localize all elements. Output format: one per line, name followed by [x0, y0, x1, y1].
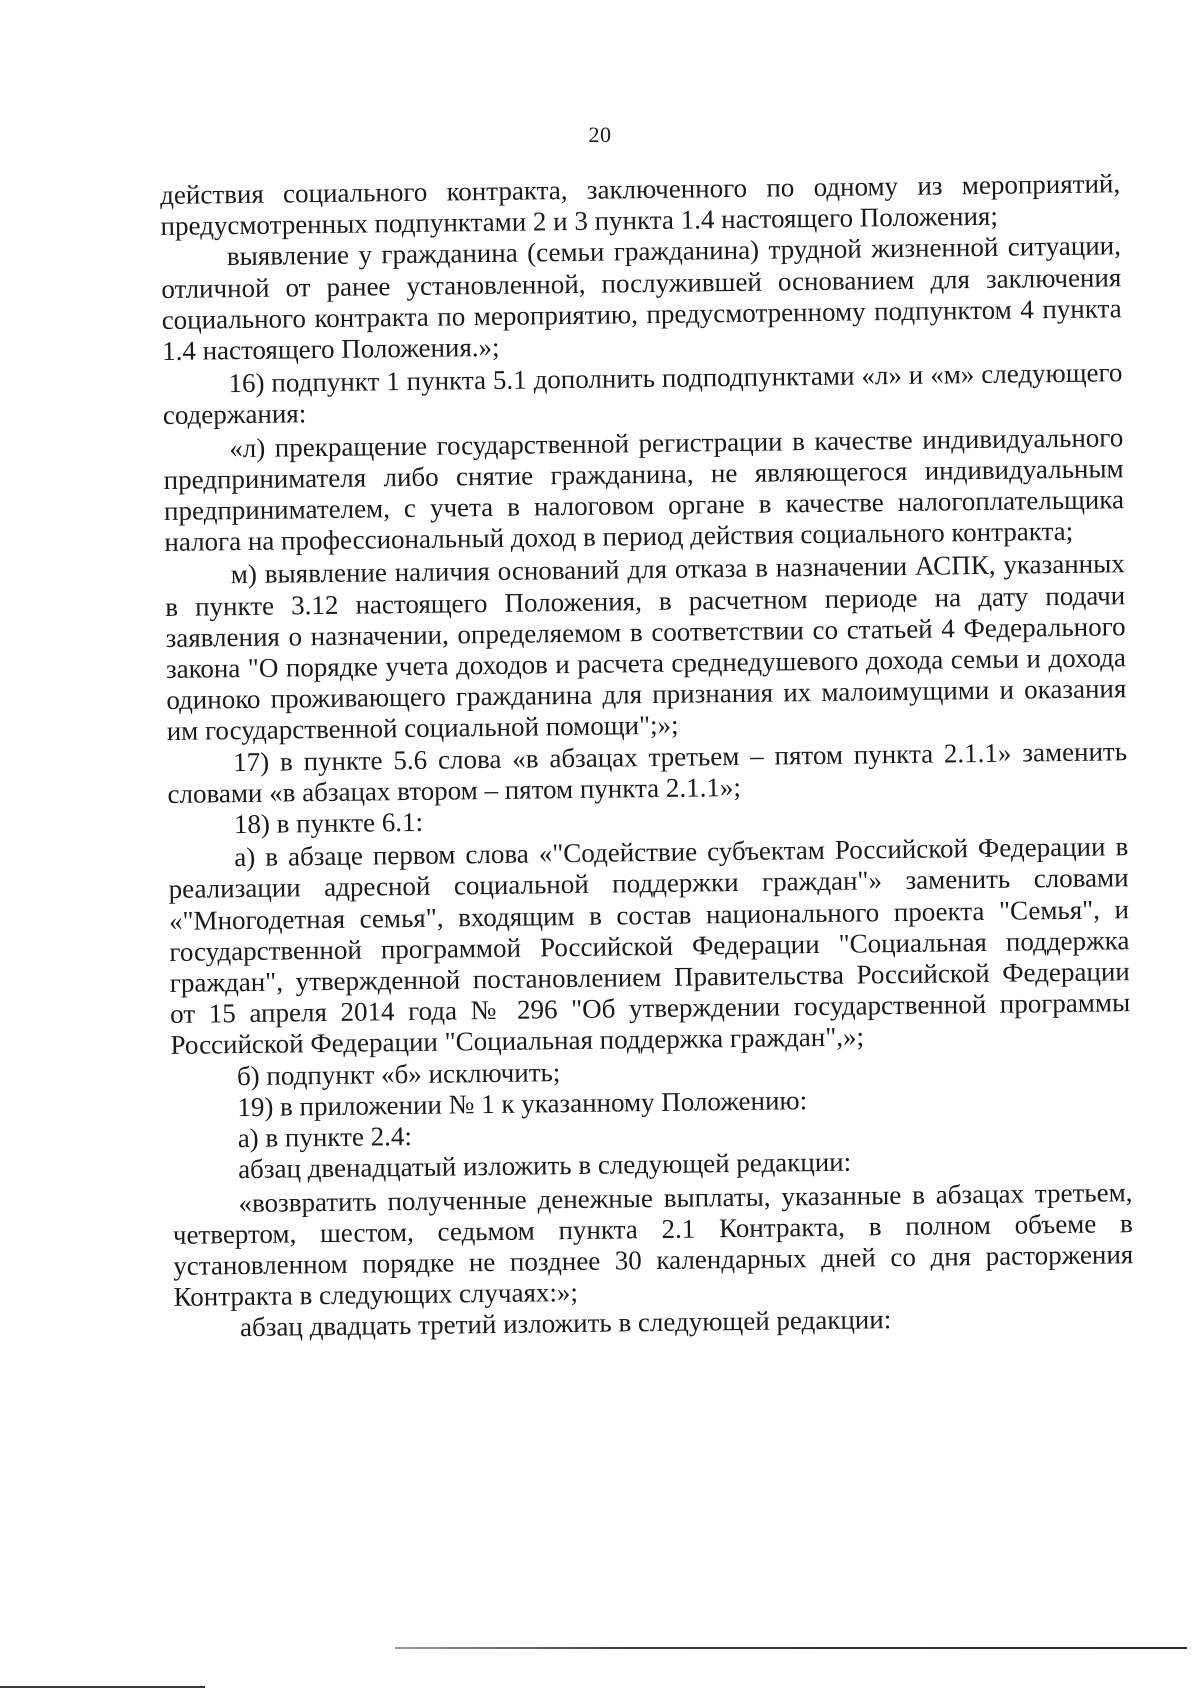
paragraph-item-19: 19) в приложении № 1 к указанному Положению:	[237, 1085, 808, 1123]
paragraph-item-18: 18) в пункте 6.1:	[233, 806, 424, 840]
scan-edge-line-right	[395, 1647, 1187, 1649]
paragraph-abzac-12: абзац двенадцатый изложить в следующей редакции:	[237, 1146, 852, 1185]
paragraph-item-16: 16) подпункт 1 пункта 5.1 дополнить подподпунктами «л» и «м» следующего содержания:	[162, 357, 1123, 431]
paragraph-subitem-l: «л) прекращение государственной регистрации в качестве индивидуального предпринимателя либо снятие гражданина, не являющегося индивидуальным предпринимателем, с учета в налоговом органе в качестве налогоплательщика налога на профессиональный доход в период действия социального контракта;	[163, 421, 1125, 558]
paragraph-subitem-m: м) выявление наличия оснований для отказа в назначении АСПК, указанных в пункте 3.12 настоящего Положения, в расчетном периоде на дату подачи заявления о назначении, определяемом в соответствии со статьей 4 Федерального закона "О порядке учета доходов и расчета среднедушевого дохода семьи и дохода одиноко проживающего гражданина для признания их малоимущими и оказания им государственной социальной помощи";»;	[165, 548, 1127, 747]
paragraph-abzac-23: абзац двадцать третий изложить в следующей редакции:	[239, 1304, 892, 1343]
paragraph: выявление у гражданина (семьи гражданина) трудной жизненной ситуации, отличной от ранее установленной, послужившей основанием для заключения социального контракта по мероприятию, предусмотренному подпунктом 4 пункта 1.4 настоящего Положения.»;	[161, 230, 1122, 367]
page-number: 20	[588, 122, 612, 147]
paragraph-item-18b: б) подпункт «б» исключить;	[236, 1056, 561, 1091]
paragraph-continuation: действия социального контракта, заключенного по одному из мероприятий, предусмотренных подпунктами 2 и 3 пункта 1.4 настоящего Положения;	[160, 168, 1121, 242]
paragraph-quote: «возвратить полученные денежные выплаты, указанные в абзацах третьем, четвертом, шестом, седьмом пункта 2.1 Контракта, в полном объеме в установленном порядке не позднее 30 календарных дней со дня расторжения Контракта в следующих случаях:»;	[172, 1176, 1134, 1313]
scan-edge-line-left	[0, 1686, 205, 1688]
paragraph-item-17: 17) в пункте 5.6 слова «в абзацах третьем – пятом пункта 2.1.1» заменить словами «в абзацах втором – пятом пункта 2.1.1»;	[167, 735, 1128, 809]
document-body	[160, 168, 1134, 1344]
paragraph-item-19a: а) в пункте 2.4:	[237, 1121, 413, 1154]
paragraph-item-18a: а) в абзаце первом слова «"Содействие субъектам Российской Федерации в реализации адресной социальной поддержки граждан"» заменить словами «"Многодетная семья", входящим в состав национального проекта "Семья", и государственной программой Российской Федерации "Социальная поддержка граждан", утвержденной постановлением Правительства Российской Федерации от 15 апреля 2014 года № 296 "Об утверждении государственной программы Российской Федерации "Социальная поддержка граждан",»;	[168, 831, 1131, 1061]
